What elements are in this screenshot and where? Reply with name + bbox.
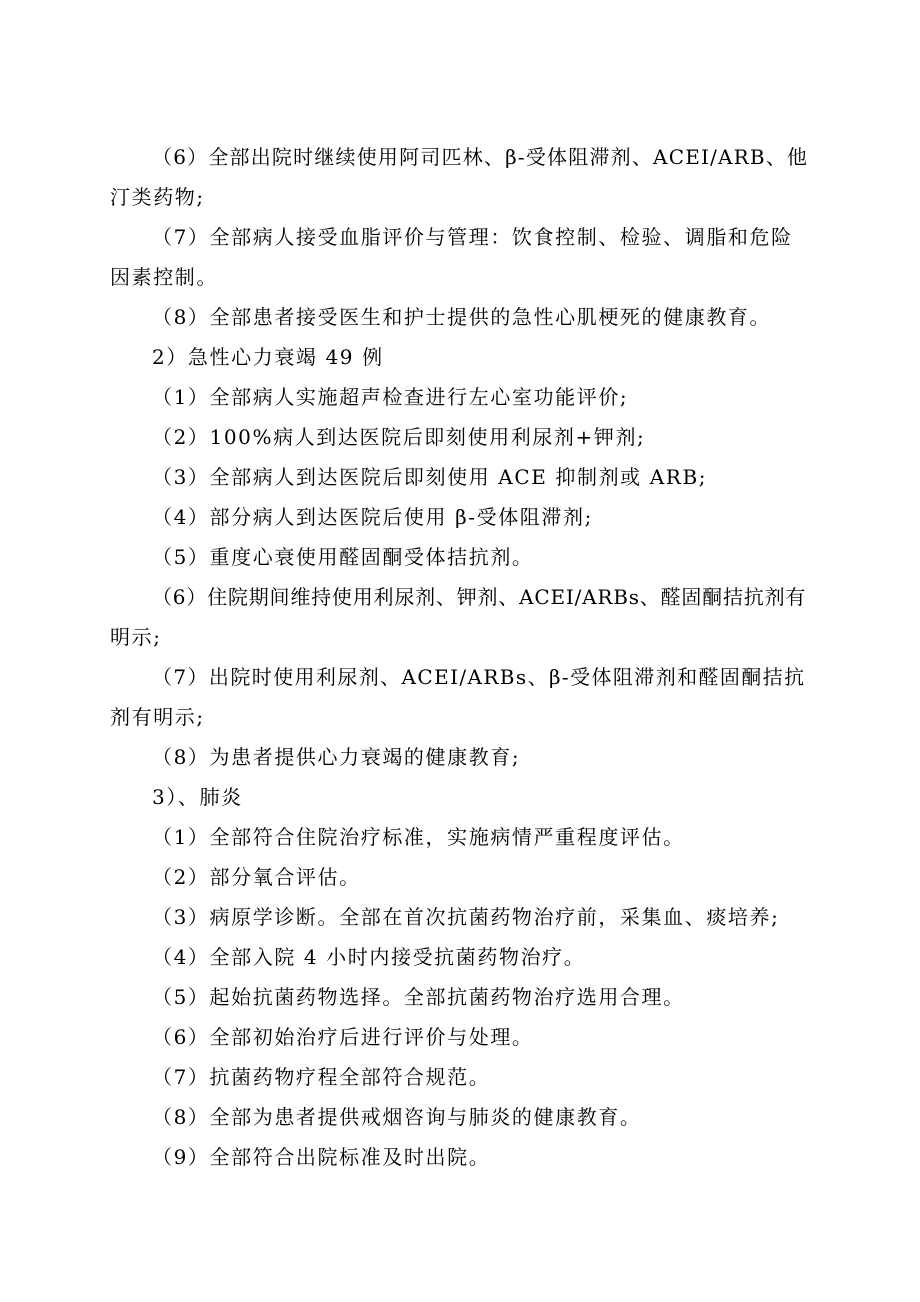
text-line: （7）出院时使用利尿剂、ACEI/ARBs、β-受体阻滞剂和醛固酮拮抗 [152,665,806,689]
text-line: （6）全部出院时继续使用阿司匹林、β-受体阻滞剂、ACEI/ARB、他 [152,145,809,169]
text-line: （7）全部病人接受血脂评价与管理：饮食控制、检验、调脂和危险 [152,225,793,249]
text-line: （8）全部为患者提供戒烟咨询与肺炎的健康教育。 [152,1105,642,1129]
text-line: （6）全部初始治疗后进行评价与处理。 [152,1025,534,1049]
text-line: （7）抗菌药物疗程全部符合规范。 [152,1065,491,1089]
section-heading: 3）、肺炎 [152,785,243,809]
text-line: （3）病原学诊断。全部在首次抗菌药物治疗前，采集血、痰培养; [152,905,780,929]
text-line: 因素控制。 [110,265,218,289]
text-line: （5）起始抗菌药物选择。全部抗菌药物治疗选用合理。 [152,985,685,1009]
text-line: 明示; [110,625,162,649]
section-heading: 2）急性心力衰竭 49 例 [152,345,384,369]
text-line: （1）全部符合住院治疗标准，实施病情严重程度评估。 [152,825,685,849]
text-line: （6）住院期间维持使用利尿剂、钾剂、ACEI/ARBs、醛固酮拮抗剂有 [152,585,807,609]
text-line: （2）部分氧合评估。 [152,865,361,889]
text-line: （4）部分病人到达医院后使用 β-受体阻滞剂; [152,505,593,529]
text-line: （2）100%病人到达医院后即刻使用利尿剂+钾剂; [152,425,646,449]
text-line: （4）全部入院 4 小时内接受抗菌药物治疗。 [152,945,586,969]
text-line: （3）全部病人到达医院后即刻使用 ACE 抑制剂或 ARB; [152,465,708,489]
text-line: 剂有明示; [110,705,205,729]
text-line: （5）重度心衰使用醛固酮受体拮抗剂。 [152,545,534,569]
text-line: （1）全部病人实施超声检查进行左心室功能评价; [152,385,629,409]
text-line: （8）全部患者接受医生和护士提供的急性心肌梗死的健康教育。 [152,305,772,329]
text-line: （9）全部符合出院标准及时出院。 [152,1145,491,1169]
text-line: 汀类药物; [110,185,205,209]
text-line: （8）为患者提供心力衰竭的健康教育; [152,745,521,769]
